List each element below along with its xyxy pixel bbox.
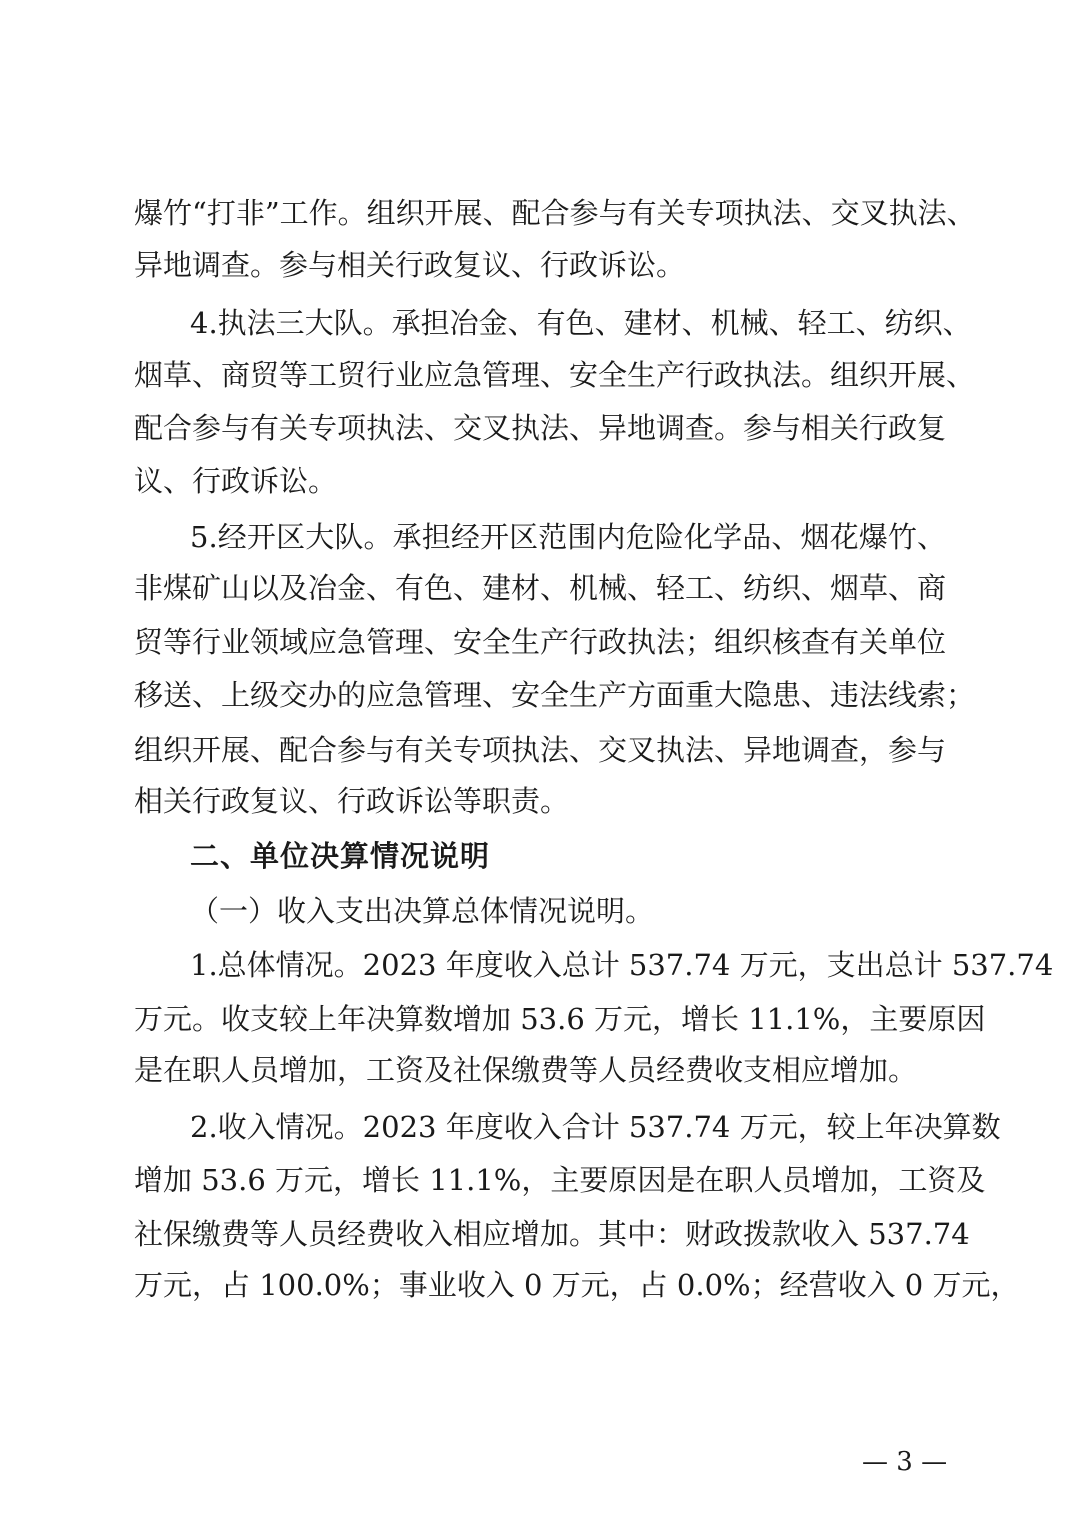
paragraph-line: 组织开展、配合参与有关专项执法、交叉执法、异地调查，参与 (134, 733, 947, 767)
paragraph-line: 异地调查。参与相关行政复议、行政诉讼。 (134, 248, 686, 282)
paragraph-line: 万元。收支较上年决算数增加 53.6 万元，增长 11.1%，主要原因 (134, 1002, 986, 1036)
paragraph-line: 议、行政诉讼。 (134, 464, 338, 498)
paragraph-line: 增加 53.6 万元，增长 11.1%，主要原因是在职人员增加，工资及 (134, 1163, 986, 1197)
paragraph-line: 5.经开区大队。承担经开区范围内危险化学品、烟花爆竹、 (190, 520, 946, 554)
page-number: — 3 — (862, 1447, 948, 1477)
subsection-heading: （一）收入支出决算总体情况说明。 (190, 894, 655, 928)
paragraph-line: 贸等行业领域应急管理、安全生产行政执法；组织核查有关单位 (134, 625, 947, 659)
paragraph-line: 2.收入情况。2023 年度收入合计 537.74 万元，较上年决算数 (190, 1110, 1001, 1144)
section-heading: 二、单位决算情况说明 (190, 839, 491, 873)
paragraph-line: 社保缴费等人员经费收入相应增加。其中：财政拨款收入 537.74 (134, 1217, 970, 1251)
paragraph-line: 烟草、商贸等工贸行业应急管理、安全生产行政执法。组织开展、 (134, 358, 976, 392)
paragraph-line: 爆竹“打非”工作。组织开展、配合参与有关专项执法、交叉执法、 (134, 196, 976, 230)
paragraph-line: 4.执法三大队。承担冶金、有色、建材、机械、轻工、纺织、 (190, 306, 972, 340)
paragraph-line: 非煤矿山以及冶金、有色、建材、机械、轻工、纺织、烟草、商 (134, 571, 947, 605)
paragraph-line: 1.总体情况。2023 年度收入总计 537.74 万元，支出总计 537.74 (190, 948, 1054, 982)
paragraph-line: 移送、上级交办的应急管理、安全生产方面重大隐患、违法线索； (134, 678, 976, 712)
paragraph-line: 相关行政复议、行政诉讼等职责。 (134, 784, 570, 818)
paragraph-line: 是在职人员增加，工资及社保缴费等人员经费收支相应增加。 (134, 1053, 918, 1087)
paragraph-line: 万元，占 100.0%；事业收入 0 万元，占 0.0%；经营收入 0 万元， (134, 1268, 1020, 1302)
paragraph-line: 配合参与有关专项执法、交叉执法、异地调查。参与相关行政复 (134, 411, 947, 445)
